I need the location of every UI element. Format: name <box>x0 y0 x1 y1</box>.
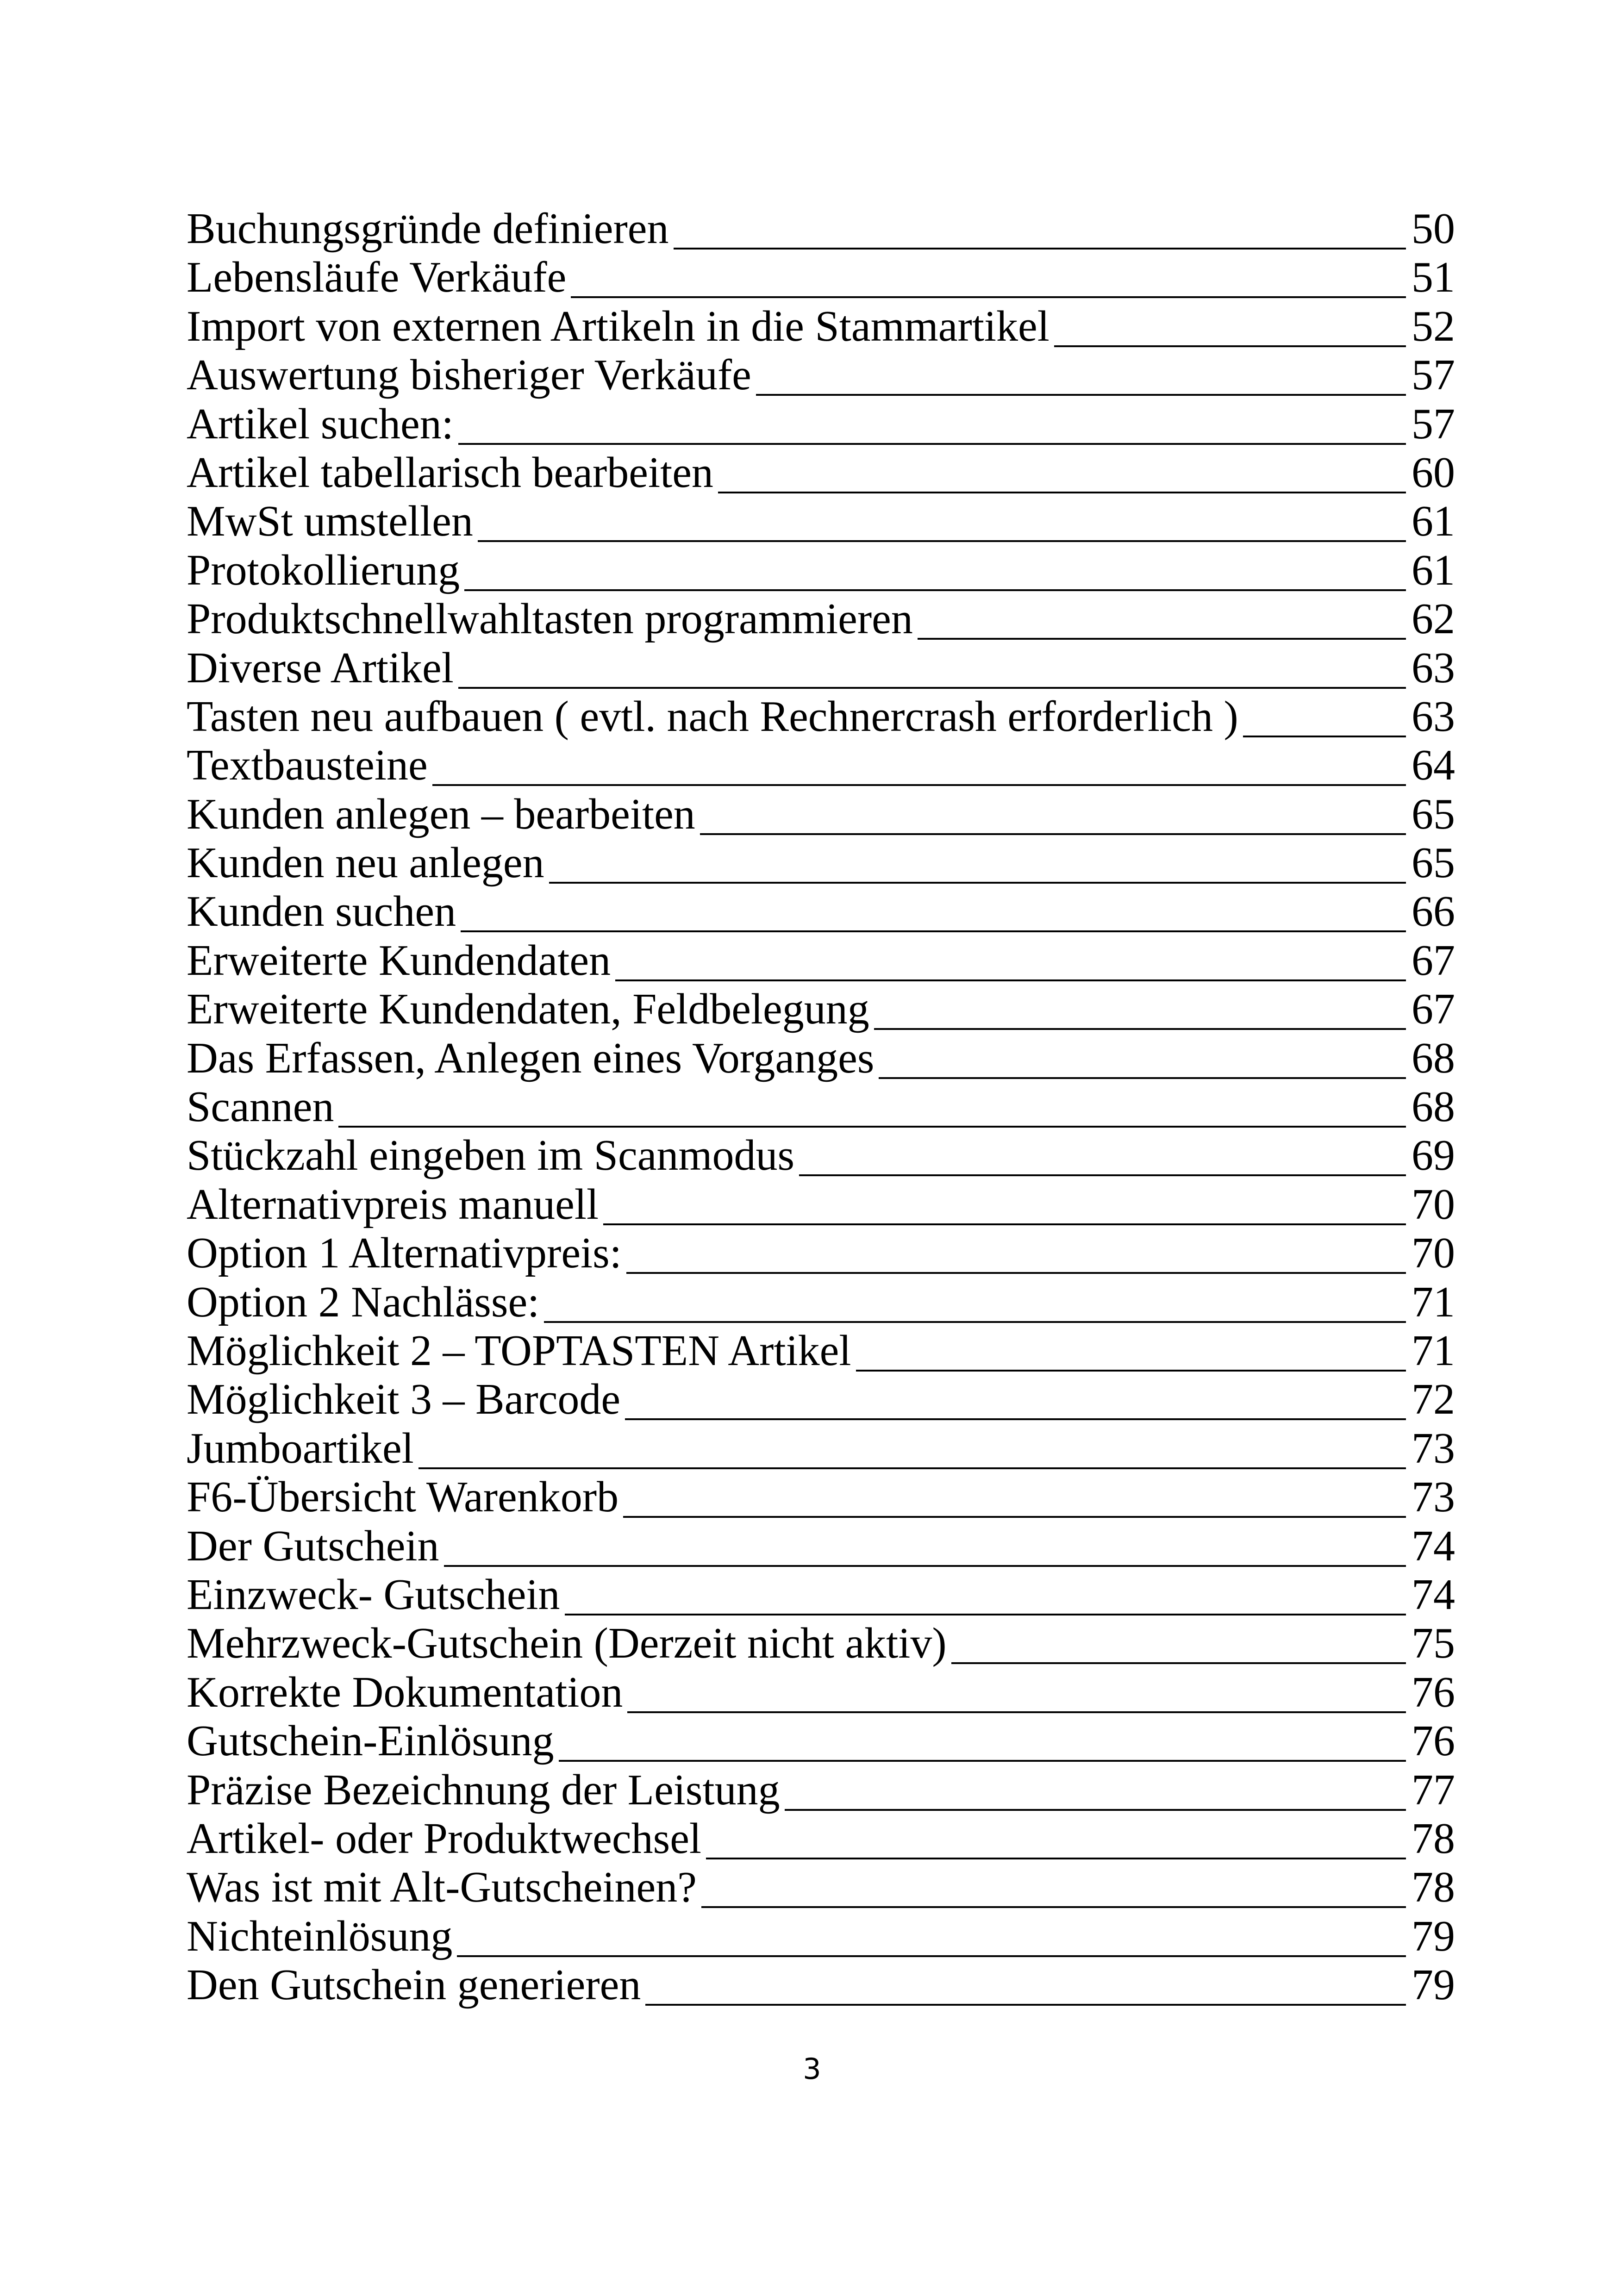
toc-entry-title: Import von externen Artikeln in die Stammartikel <box>187 302 1049 350</box>
toc-entry[interactable] <box>187 1912 1455 1964</box>
toc-entry-leader-line <box>674 248 1406 249</box>
toc-entry-leader-line <box>565 1614 1406 1615</box>
toc-entry[interactable] <box>187 790 1455 842</box>
toc-entry[interactable] <box>187 1278 1455 1330</box>
toc-entry-page-number: 76 <box>1412 1717 1455 1765</box>
toc-entry-title: Kunden anlegen – bearbeiten <box>187 790 695 838</box>
toc-entry-leader-line <box>549 882 1406 884</box>
toc-entry-leader-line <box>1054 345 1406 347</box>
toc-entry[interactable] <box>187 643 1455 696</box>
toc-entry-leader-line <box>623 1516 1406 1518</box>
toc-entry-leader-line <box>461 930 1406 932</box>
toc-entry[interactable] <box>187 839 1455 891</box>
toc-entry-leader-line <box>338 1126 1406 1128</box>
toc-entry-page-number: 72 <box>1412 1375 1455 1424</box>
toc-entry[interactable] <box>187 887 1455 939</box>
toc-entry-leader-line <box>785 1809 1406 1811</box>
toc-entry[interactable] <box>187 1522 1455 1574</box>
toc-entry-title: Protokollierung <box>187 546 460 594</box>
toc-entry-page-number: 67 <box>1412 936 1455 985</box>
toc-entry[interactable] <box>187 1326 1455 1378</box>
toc-entry[interactable] <box>187 595 1455 647</box>
toc-entry-title: Möglichkeit 3 – Barcode <box>187 1375 621 1424</box>
toc-entry-page-number: 74 <box>1412 1522 1455 1570</box>
toc-entry-title: Lebensläufe Verkäufe <box>187 253 567 302</box>
toc-entry[interactable] <box>187 302 1455 354</box>
toc-entry-title: Artikel tabellarisch bearbeiten <box>187 448 713 497</box>
toc-entry-leader-line <box>559 1760 1406 1762</box>
toc-entry-title: Artikel- oder Produktwechsel <box>187 1814 702 1863</box>
toc-entry-leader-line <box>879 1077 1406 1079</box>
toc-entry-page-number: 73 <box>1412 1473 1455 1522</box>
toc-entry-page-number: 63 <box>1412 692 1455 741</box>
toc-entry[interactable] <box>187 1814 1455 1866</box>
toc-entry-title: Was ist mit Alt-Gutscheinen? <box>187 1863 697 1912</box>
toc-entry-leader-line <box>756 394 1406 396</box>
toc-entry-page-number: 64 <box>1412 741 1455 790</box>
toc-entry-page-number: 71 <box>1412 1326 1455 1375</box>
toc-entry[interactable] <box>187 1765 1455 1818</box>
toc-entry-title: Alternativpreis manuell <box>187 1180 599 1229</box>
toc-entry-leader-line <box>799 1174 1406 1176</box>
toc-entry-page-number: 66 <box>1412 887 1455 936</box>
toc-entry-page-number: 79 <box>1412 1912 1455 1960</box>
toc-entry-page-number: 60 <box>1412 448 1455 497</box>
toc-entry-leader-line <box>874 1028 1406 1030</box>
toc-entry-page-number: 74 <box>1412 1570 1455 1619</box>
toc-entry[interactable] <box>187 1961 1455 2013</box>
toc-entry-title: Kunden neu anlegen <box>187 839 544 887</box>
toc-entry[interactable] <box>187 692 1455 744</box>
toc-entry-leader-line <box>718 492 1406 493</box>
toc-entry-page-number: 67 <box>1412 985 1455 1034</box>
toc-entry-page-number: 77 <box>1412 1765 1455 1814</box>
toc-entry-page-number: 50 <box>1412 205 1455 253</box>
toc-entry-title: Möglichkeit 2 – TOPTASTEN Artikel <box>187 1326 851 1375</box>
toc-entry-page-number: 76 <box>1412 1668 1455 1716</box>
toc-entry-leader-line <box>700 833 1406 835</box>
table-of-contents <box>187 205 1455 2013</box>
toc-entry-page-number: 63 <box>1412 643 1455 692</box>
toc-entry-title: Erweiterte Kundendaten, Feldbelegung <box>187 985 869 1034</box>
toc-entry-leader-line <box>603 1223 1406 1225</box>
toc-entry[interactable] <box>187 1131 1455 1183</box>
toc-entry[interactable] <box>187 1375 1455 1427</box>
toc-entry-page-number: 57 <box>1412 351 1455 399</box>
toc-entry-title: Präzise Bezeichnung der Leistung <box>187 1765 780 1814</box>
toc-entry-leader-line <box>856 1370 1406 1372</box>
toc-entry-title: Jumboartikel <box>187 1424 414 1472</box>
toc-entry-title: Das Erfassen, Anlegen eines Vorganges <box>187 1034 874 1082</box>
toc-entry[interactable] <box>187 1083 1455 1135</box>
toc-entry-title: Den Gutschein generieren <box>187 1961 641 2009</box>
toc-entry[interactable] <box>187 546 1455 598</box>
toc-entry-page-number: 61 <box>1412 546 1455 594</box>
toc-entry-leader-line <box>626 1272 1406 1274</box>
toc-entry[interactable] <box>187 1424 1455 1476</box>
toc-entry-title: Gutschein-Einlösung <box>187 1717 554 1765</box>
toc-entry[interactable] <box>187 1034 1455 1086</box>
toc-entry-title: Produktschnellwahltasten programmieren <box>187 595 913 643</box>
toc-entry-title: MwSt umstellen <box>187 497 473 546</box>
toc-entry[interactable] <box>187 1863 1455 1915</box>
toc-entry-page-number: 65 <box>1412 839 1455 887</box>
toc-entry-page-number: 78 <box>1412 1863 1455 1912</box>
toc-entry-title: Korrekte Dokumentation <box>187 1668 623 1716</box>
toc-entry-title: Option 1 Alternativpreis: <box>187 1229 622 1278</box>
toc-entry-leader-line <box>615 979 1406 981</box>
toc-entry-title: Artikel suchen: <box>187 399 454 448</box>
toc-entry-title: Scannen <box>187 1083 334 1131</box>
toc-entry-page-number: 62 <box>1412 595 1455 643</box>
toc-entry-page-number: 61 <box>1412 497 1455 546</box>
toc-entry-leader-line <box>571 296 1406 298</box>
toc-entry[interactable] <box>187 936 1455 988</box>
toc-entry-leader-line <box>464 589 1406 591</box>
toc-entry-leader-line <box>1243 736 1406 737</box>
toc-entry-title: Nichteinlösung <box>187 1912 453 1960</box>
toc-entry-page-number: 78 <box>1412 1814 1455 1863</box>
toc-entry-page-number: 75 <box>1412 1619 1455 1668</box>
toc-entry[interactable] <box>187 741 1455 793</box>
toc-entry-leader-line <box>444 1565 1406 1567</box>
toc-entry-page-number: 70 <box>1412 1229 1455 1278</box>
toc-entry[interactable] <box>187 1473 1455 1525</box>
toc-entry-title: Auswertung bisheriger Verkäufe <box>187 351 751 399</box>
toc-entry-title: Der Gutschein <box>187 1522 439 1570</box>
toc-entry-leader-line <box>457 1955 1406 1957</box>
toc-entry-page-number: 70 <box>1412 1180 1455 1229</box>
toc-entry-page-number: 65 <box>1412 790 1455 838</box>
toc-entry-page-number: 51 <box>1412 253 1455 302</box>
toc-entry[interactable] <box>187 351 1455 403</box>
toc-entry[interactable] <box>187 448 1455 500</box>
toc-entry[interactable] <box>187 399 1455 452</box>
toc-entry-title: Textbausteine <box>187 741 428 790</box>
toc-entry-page-number: 73 <box>1412 1424 1455 1472</box>
toc-entry-title: Mehrzweck-Gutschein (Derzeit nicht aktiv) <box>187 1619 947 1668</box>
toc-entry-title: Buchungsgründe definieren <box>187 205 669 253</box>
toc-entry-title: Stückzahl eingeben im Scanmodus <box>187 1131 795 1180</box>
toc-entry-page-number: 79 <box>1412 1961 1455 2009</box>
toc-entry-page-number: 68 <box>1412 1034 1455 1082</box>
page-number: 3 <box>803 2052 821 2086</box>
toc-entry-leader-line <box>627 1711 1406 1713</box>
toc-entry[interactable] <box>187 1570 1455 1622</box>
toc-entry[interactable] <box>187 205 1455 256</box>
toc-entry-page-number: 69 <box>1412 1131 1455 1180</box>
toc-entry-title: F6-Übersicht Warenkorb <box>187 1473 619 1522</box>
toc-entry[interactable] <box>187 497 1455 549</box>
toc-entry-leader-line <box>625 1418 1406 1420</box>
toc-entry-leader-line <box>432 784 1406 786</box>
toc-entry-page-number: 57 <box>1412 399 1455 448</box>
toc-entry-leader-line <box>701 1906 1406 1908</box>
toc-entry-leader-line <box>418 1467 1406 1469</box>
toc-entry-leader-line <box>458 687 1406 689</box>
toc-entry-leader-line <box>645 2004 1406 2006</box>
toc-entry-title: Tasten neu aufbauen ( evtl. nach Rechnercrash erforderlich ) <box>187 692 1238 741</box>
toc-entry-page-number: 68 <box>1412 1083 1455 1131</box>
toc-entry-leader-line <box>918 638 1406 640</box>
toc-entry[interactable] <box>187 1668 1455 1720</box>
toc-entry-title: Erweiterte Kundendaten <box>187 936 611 985</box>
toc-entry-leader-line <box>951 1662 1406 1664</box>
toc-entry[interactable] <box>187 253 1455 305</box>
toc-entry[interactable] <box>187 1717 1455 1769</box>
toc-entry[interactable] <box>187 1229 1455 1281</box>
toc-entry-leader-line <box>706 1858 1406 1859</box>
toc-entry[interactable] <box>187 985 1455 1037</box>
toc-entry-title: Kunden suchen <box>187 887 456 936</box>
toc-entry-title: Einzweck- Gutschein <box>187 1570 560 1619</box>
toc-entry[interactable] <box>187 1180 1455 1232</box>
toc-entry-title: Diverse Artikel <box>187 643 454 692</box>
toc-entry[interactable] <box>187 1619 1455 1671</box>
toc-entry-page-number: 71 <box>1412 1278 1455 1326</box>
toc-entry-leader-line <box>458 443 1406 445</box>
toc-entry-leader-line <box>544 1321 1406 1323</box>
toc-entry-leader-line <box>478 540 1406 542</box>
toc-entry-page-number: 52 <box>1412 302 1455 350</box>
toc-entry-title: Option 2 Nachlässe: <box>187 1278 540 1326</box>
